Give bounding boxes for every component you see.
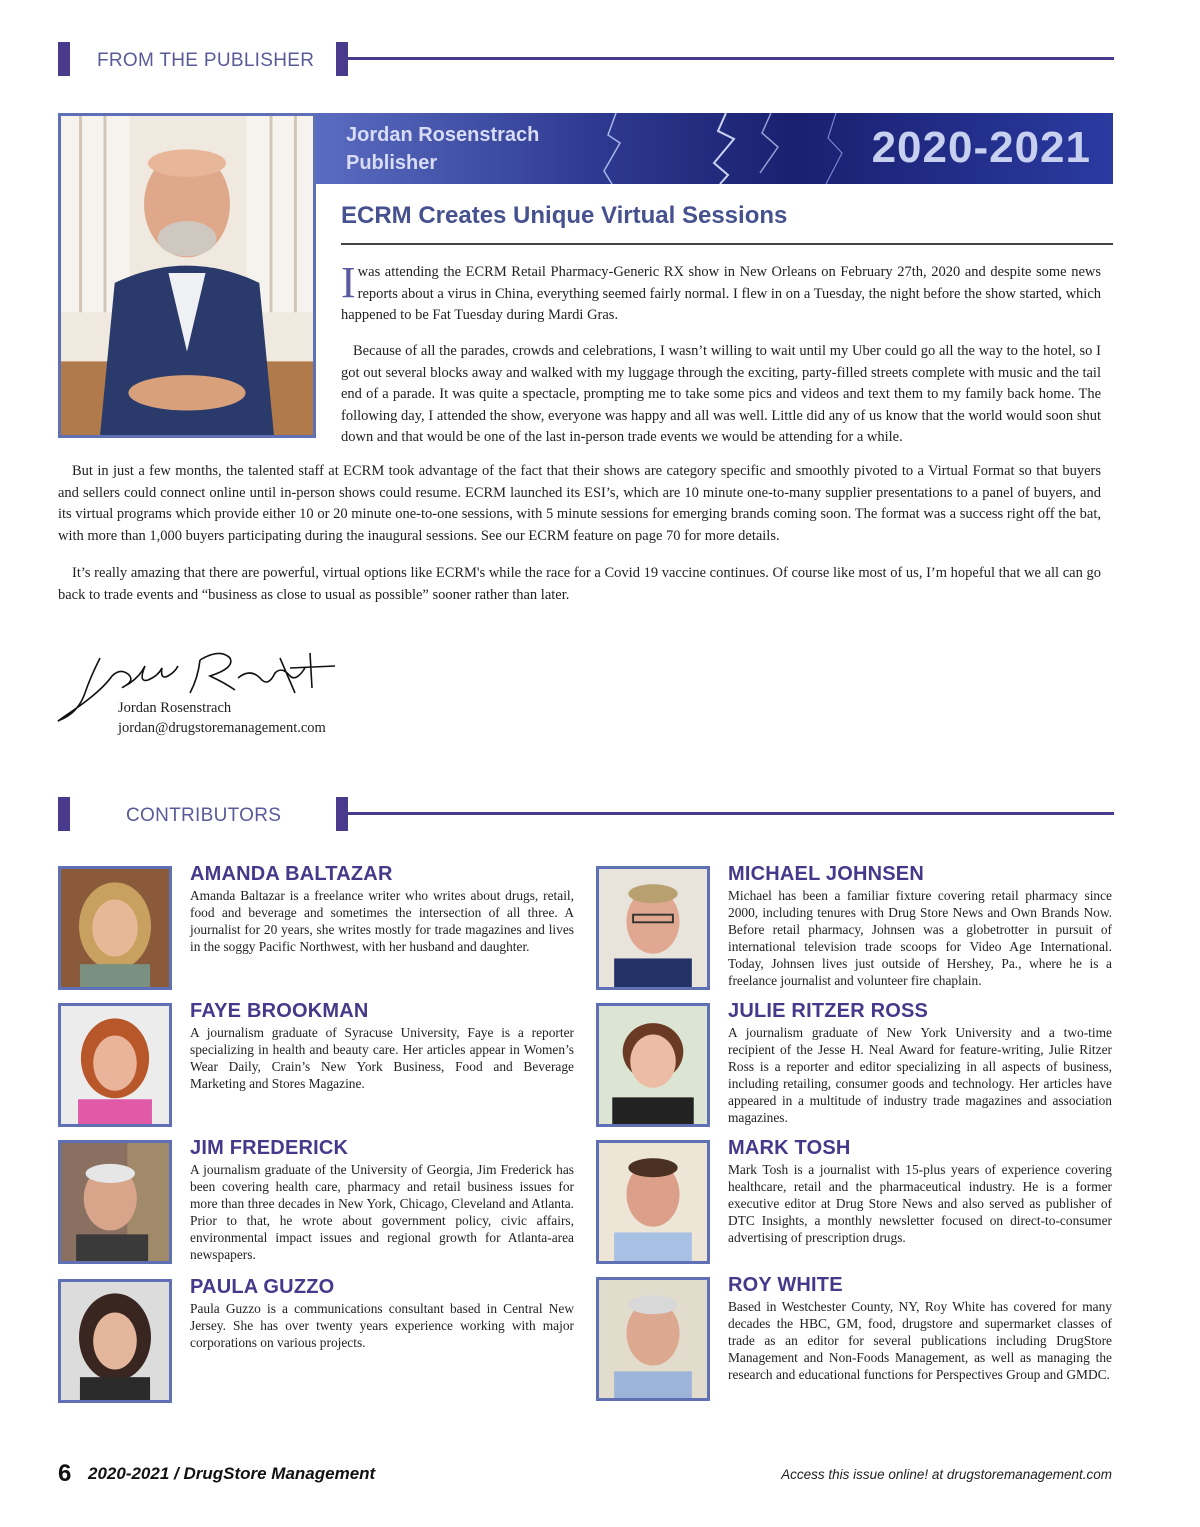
publication-title: 2020-2021 / DrugStore Management — [88, 1464, 376, 1483]
contributor-name: JULIE RITZER ROSS — [728, 1000, 929, 1022]
contributor-bio: Mark Tosh is a journalist with 15-plus years of experience covering healthcare, retail and the pharmaceutical industry. He is a former executive editor at Drug Store News and also served as publisher of DTC Insights, a monthly newsletter focused on direct-to-consumer advertising of prescription drugs. — [728, 1162, 1112, 1246]
contributor-photo — [596, 1277, 710, 1401]
contributor-card — [58, 1000, 578, 1128]
contributor-name: JIM FREDERICK — [190, 1137, 349, 1159]
contributor-photo — [58, 1279, 172, 1403]
publisher-section-header — [58, 42, 1114, 76]
contributor-photo — [58, 1003, 172, 1127]
contributor-name: AMANDA BALTAZAR — [190, 863, 393, 885]
contributor-bio: Paula Guzzo is a communications consultant based in Central New Jersey. She has over twenty years experience working with major corporations on various projects. — [190, 1301, 574, 1351]
contributor-photo — [596, 866, 710, 990]
banner-name: Jordan Rosenstrach — [346, 124, 540, 146]
article-paragraph: But in just a few months, the talented staff at ECRM took advantage of the fact that their shows are category specific and smoothly pivoted to a Virtual Format so that buyers and sellers could connect online until in-person shows could resume. ECRM launched its ESI’s, which are 10 minute one-to-many supplier presentations to a panel of buyers, and its virtual programs which provide either 10 or 20 minute one-to-one sessions, with 5 minute sessions for emerging brands coming soon. The format was a success right off the bat, with more than 1,000 buyers participating during the inaugural sessions. See our ECRM feature on page 70 for more details. — [58, 463, 1101, 544]
contributor-card — [596, 1137, 1116, 1265]
contributor-card — [58, 1276, 578, 1404]
paragraph-text: was attending the ECRM Retail Pharmacy-Generic RX show in New Orleans on February 27th, 2020 and despite some news reports about a virus in China, everything seemed fairly normal. I flew in on a Tuesday, the night before the show started, which happened to be Fat Tuesday during Mardi Gras. — [341, 264, 1101, 324]
contributor-photo — [596, 1003, 710, 1127]
contributor-bio: A journalism graduate of the University of Georgia, Jim Frederick has been covering health care, pharmacy and retail business issues for more than three decades in New York, Chicago, Cleveland and Atlanta. Prior to that, he wrote about government policy, civic affairs, environmental impact issues and regional growth for Atlanta-area newspapers. — [190, 1162, 574, 1263]
publisher-photo — [58, 113, 316, 438]
article-headline: ECRM Creates Unique Virtual Sessions — [341, 202, 788, 229]
page-number: 6 — [58, 1460, 72, 1487]
banner-role: Publisher — [346, 152, 438, 174]
contributor-name: MICHAEL JOHNSEN — [728, 863, 924, 885]
contributor-bio: Based in Westchester County, NY, Roy White has covered for many decades the HBC, GM, food, drugstore and supermarket classes of trade as an editor for several publications including DrugStore Management and Non-Foods Management, as well as managing the research and educational functions for Perspectives Group and GMDC. — [728, 1299, 1112, 1383]
contributor-card — [596, 1000, 1116, 1128]
section-marker — [58, 42, 70, 76]
drop-cap: I — [341, 258, 356, 307]
signature-email[interactable]: jordan@drugstoremanagement.com — [118, 720, 326, 736]
publisher-banner — [316, 113, 1113, 184]
contributor-card — [58, 863, 578, 991]
article-paragraph — [341, 258, 1101, 327]
contributor-photo — [596, 1140, 710, 1264]
contributor-name: ROY WHITE — [728, 1274, 843, 1296]
contributor-bio: A journalism graduate of Syracuse University, Faye is a reporter specializing in health and beauty care. Her articles appear in Women’s Wear Daily, Crain’s New York Business, Food and Beverage Marketing and Stores Magazine. — [190, 1025, 574, 1092]
contributor-card — [596, 863, 1116, 991]
section-rule — [348, 812, 1114, 815]
contributor-name: MARK TOSH — [728, 1137, 851, 1159]
section-marker — [336, 797, 348, 831]
article-paragraph: Because of all the parades, crowds and celebrations, I wasn’t willing to wait until my Uber could go all the way to the hotel, so I got out several blocks away and walked with my luggage through the exciting, party-filled streets complete with music and the tail end of a parade. It was quite a spectacle, prompting me to take some pics and videos and text them to my family back home. The following day, I attended the show, everyone was happy and all was well. Little did any of us know that the world would soon shut down and that would be one of the last in-person trade events we would be attending for a while. — [341, 343, 1101, 446]
section-marker — [58, 797, 70, 831]
contributor-photo — [58, 866, 172, 990]
contributor-name: PAULA GUZZO — [190, 1276, 335, 1298]
contributor-name: FAYE BROOKMAN — [190, 1000, 369, 1022]
contributor-card — [58, 1137, 578, 1265]
contributor-photo — [58, 1140, 172, 1264]
contributor-bio: Michael has been a familiar fixture covering retail pharmacy since 2000, including tenures with Drug Store News and Own Brands Now. Before retail pharmacy, Johnsen was a globetrotter in pursuit of international television trade scoops for Video Age International. Today, Johnsen lives just outside of Hershey, Pa., where he is a freelance journalist and volunteer fire chaplain. — [728, 888, 1112, 989]
section-title: FROM THE PUBLISHER — [97, 50, 315, 71]
signature-name: Jordan Rosenstrach — [118, 700, 232, 716]
online-access-note: Access this issue online! at drugstoremanagement.com — [781, 1467, 1112, 1482]
contributor-bio: A journalism graduate of New York University and a two-time recipient of the Jesse H. Neal Award for feature-writing, Julie Ritzer Ross is a reporter and editor specializing in all aspects of business, including retailing, consumer goods and technology. Her articles have appeared in a multitude of industry trade magazines and association magazines. — [728, 1025, 1112, 1126]
section-marker — [336, 42, 348, 76]
section-title: CONTRIBUTORS — [126, 805, 282, 826]
contributors-section-header — [58, 797, 1114, 831]
banner-year: 2020-2021 — [871, 123, 1091, 172]
section-rule — [348, 57, 1114, 60]
contributor-bio: Amanda Baltazar is a freelance writer who writes about drugs, retail, food and beverage and sometimes the intersection of all three. A journalist for 20 years, she writes mostly for trade magazines and lives in the soggy Pacific Northwest, with her husband and daughter. — [190, 888, 574, 955]
article-paragraph: It’s really amazing that there are powerful, virtual options like ECRM's while the race for a Covid 19 vaccine continues. Of course like most of us, I’m hopeful that we all can go back to trade events and “business as close to usual as possible” sooner rather than later. — [58, 565, 1101, 603]
contributor-card — [596, 1274, 1116, 1402]
headline-rule — [341, 243, 1113, 245]
